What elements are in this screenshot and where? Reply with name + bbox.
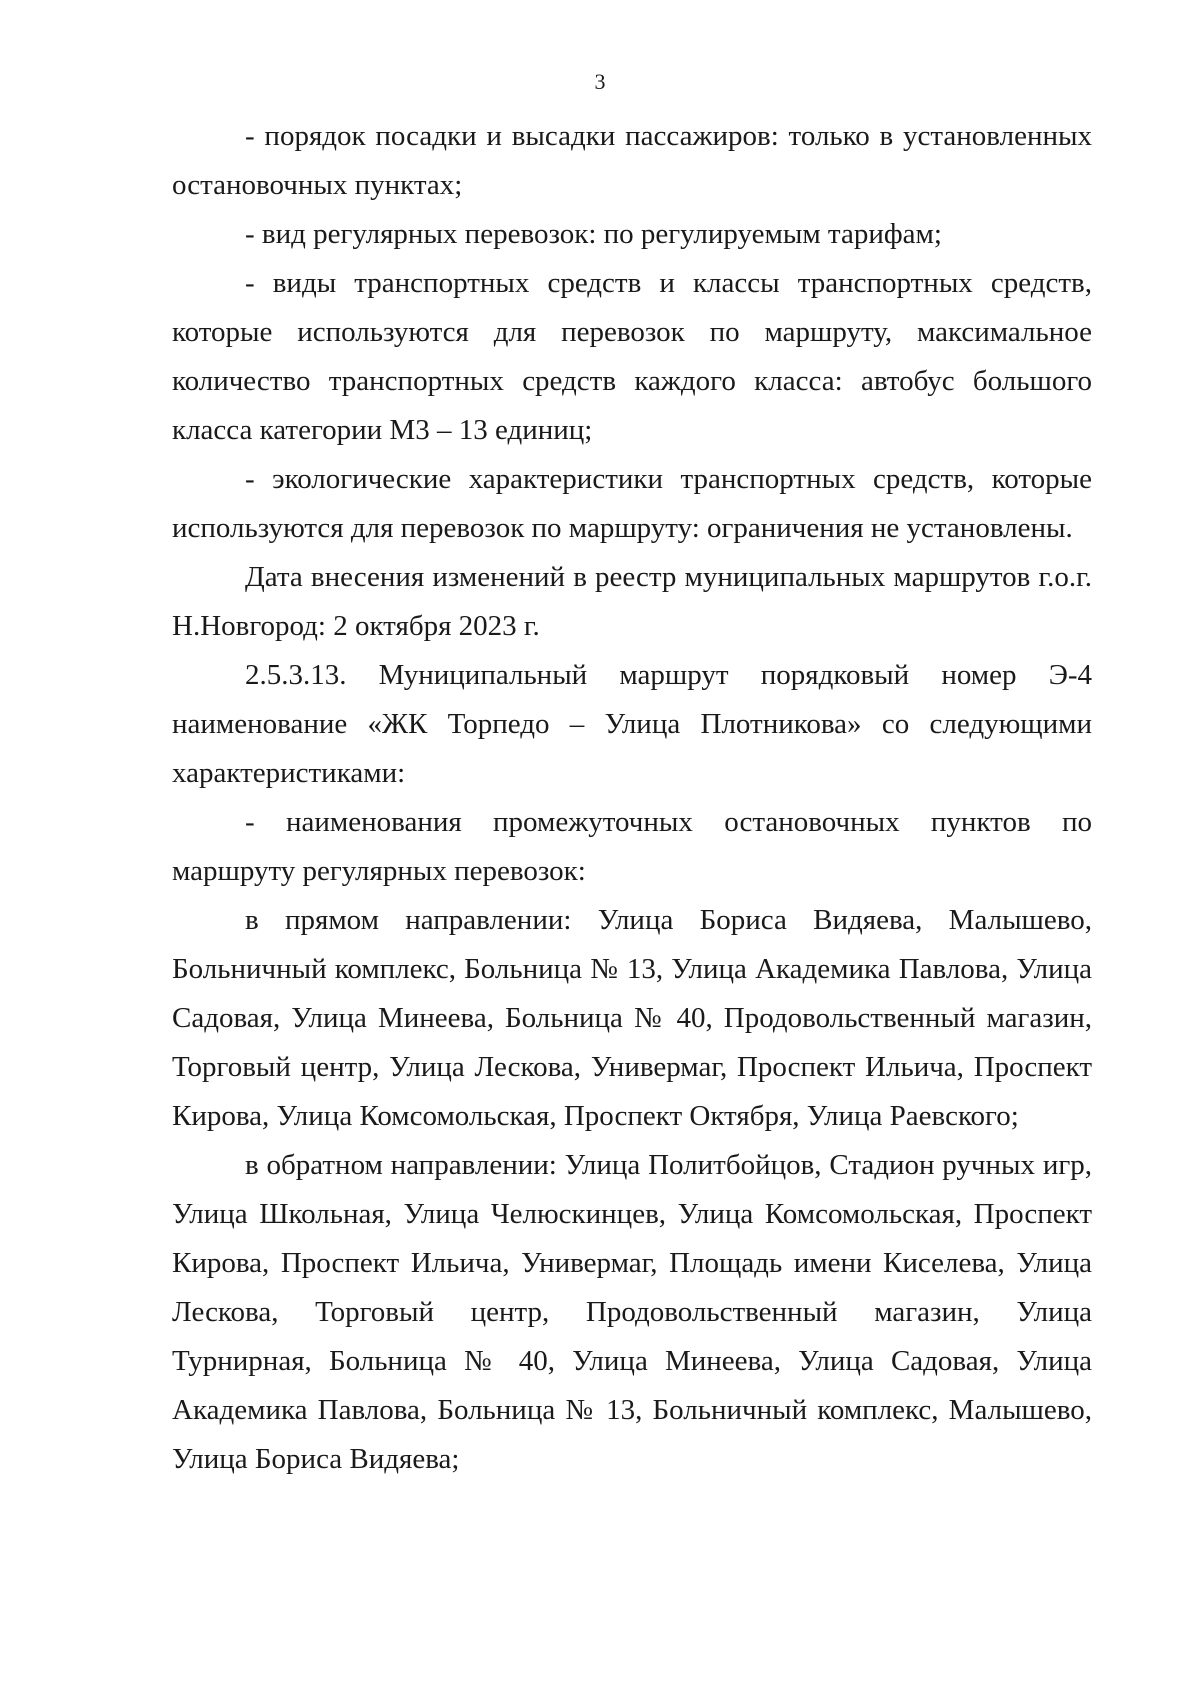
paragraph-forward-direction: в прямом направлении: Улица Бориса Видяева, Малышево, Больничный комплекс, Больница № 13, Улица Академика Павлова, Улица Садовая, Улица Минеева, Больница № 40, Продовольственный магазин, Торговый центр, Улица Лескова, Универмаг, Проспект Ильича, Проспект Кирова, Улица Комсомольская, Проспект Октября, Улица Раевского;	[172, 904, 1092, 1132]
paragraph-registry-date: Дата внесения изменений в реестр муниципальных маршрутов г.о.г. Н.Новгород: 2 октября 2023 г.	[172, 561, 1092, 642]
paragraph-reverse-direction: в обратном направлении: Улица Политбойцов, Стадион ручных игр, Улица Школьная, Улица Челюскинцев, Улица Комсомольская, Проспект Кирова, Проспект Ильича, Универмаг, Площадь имени Киселева, Улица Лескова, Торговый центр, Продовольственный магазин, Улица Турнирная, Больница № 40, Улица Минеева, Улица Садовая, Улица Академика Павлова, Больница № 13, Больничный комплекс, Малышево, Улица Бориса Видяева;	[172, 1149, 1092, 1475]
paragraph-boarding-order: - порядок посадки и высадки пассажиров: только в установленных остановочных пунктах;	[172, 120, 1092, 201]
page-number: 3	[594, 69, 606, 94]
paragraph-transport-type: - вид регулярных перевозок: по регулируемым тарифам;	[245, 218, 942, 250]
paragraph-vehicle-classes: - виды транспортных средств и классы транспортных средств, которые используются для перевозок по маршруту, максимальное количество транспортных средств каждого класса: автобус большого класса категории М3 – 13 единиц;	[172, 267, 1092, 446]
paragraph-ecological-characteristics: - экологические характеристики транспортных средств, которые используются для перевозок по маршруту: ограничения не установлены.	[172, 463, 1092, 544]
document-body	[172, 112, 1092, 1484]
paragraph-intermediate-stops: - наименования промежуточных остановочных пунктов по маршруту регулярных перевозок:	[172, 806, 1092, 887]
paragraph-route-heading: 2.5.3.13. Муниципальный маршрут порядковый номер Э-4 наименование «ЖК Торпедо – Улица Плотникова» со следующими характеристиками:	[172, 659, 1092, 789]
